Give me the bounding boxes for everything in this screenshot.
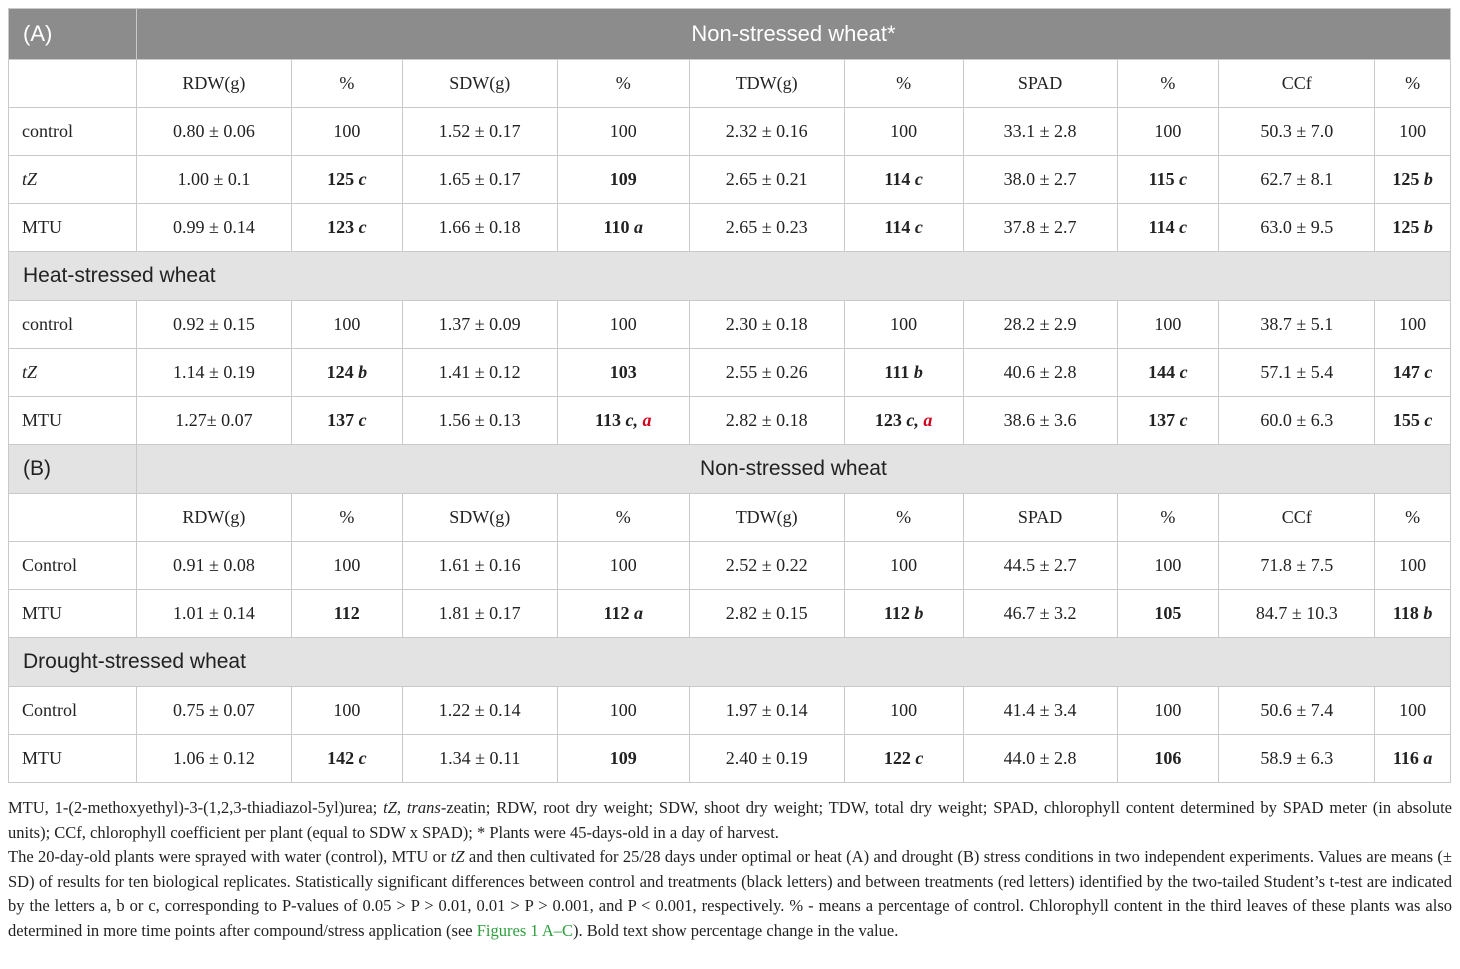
sdw-cell: 1.34 ± 0.11 <box>402 735 557 783</box>
significance-letter: b <box>1423 603 1433 623</box>
significance-letter: b <box>358 362 368 382</box>
spad-cell: 28.2 ± 2.9 <box>963 301 1117 349</box>
section-label: (A) <box>9 9 137 60</box>
percent-cell: 100 <box>844 301 963 349</box>
figure-link[interactable]: Figures 1 A–C <box>476 920 574 940</box>
column-header: TDW(g) <box>689 60 844 108</box>
tdw-cell: 2.32 ± 0.16 <box>689 108 844 156</box>
row-label: MTU <box>9 590 137 638</box>
section-title: Non-stressed wheat* <box>136 9 1450 60</box>
column-header: CCf <box>1219 60 1375 108</box>
significance-letter: c <box>1179 362 1188 382</box>
percent-cell: 100 <box>557 542 689 590</box>
percent-cell: 100 <box>291 687 402 735</box>
percent-cell: 111 b <box>844 349 963 397</box>
percent-cell: 110 a <box>557 204 689 252</box>
rdw-cell: 0.91 ± 0.08 <box>136 542 291 590</box>
tdw-cell: 2.65 ± 0.23 <box>689 204 844 252</box>
rdw-cell: 0.99 ± 0.14 <box>136 204 291 252</box>
ccf-cell: 50.3 ± 7.0 <box>1219 108 1375 156</box>
spad-cell: 41.4 ± 3.4 <box>963 687 1117 735</box>
rdw-cell: 1.27± 0.07 <box>136 397 291 445</box>
percent-cell: 109 <box>557 156 689 204</box>
ccf-cell: 63.0 ± 9.5 <box>1219 204 1375 252</box>
significance-letter: c <box>915 748 924 768</box>
percent-cell: 137 c <box>291 397 402 445</box>
table-row <box>9 397 1451 445</box>
significance-letter-between-treatments: a <box>642 410 652 430</box>
sdw-cell: 1.56 ± 0.13 <box>402 397 557 445</box>
table-row <box>9 204 1451 252</box>
sdw-cell: 1.61 ± 0.16 <box>402 542 557 590</box>
percent-cell: 100 <box>557 687 689 735</box>
column-header: % <box>557 60 689 108</box>
subsection-row <box>9 638 1451 687</box>
percent-cell: 100 <box>1375 108 1451 156</box>
spad-cell: 40.6 ± 2.8 <box>963 349 1117 397</box>
spad-cell: 38.0 ± 2.7 <box>963 156 1117 204</box>
significance-letter: c <box>1179 217 1188 237</box>
significance-letter: c <box>1424 362 1433 382</box>
spad-cell: 38.6 ± 3.6 <box>963 397 1117 445</box>
ccf-cell: 58.9 ± 6.3 <box>1219 735 1375 783</box>
ccf-cell: 38.7 ± 5.1 <box>1219 301 1375 349</box>
table-row <box>9 108 1451 156</box>
rdw-cell: 0.80 ± 0.06 <box>136 108 291 156</box>
percent-cell: 114 c <box>1117 204 1219 252</box>
percent-cell: 100 <box>291 108 402 156</box>
rdw-cell: 1.01 ± 0.14 <box>136 590 291 638</box>
percent-cell: 106 <box>1117 735 1219 783</box>
percent-cell: 137 c <box>1117 397 1219 445</box>
rdw-cell: 1.00 ± 0.1 <box>136 156 291 204</box>
spad-cell: 44.0 ± 2.8 <box>963 735 1117 783</box>
percent-cell: 118 b <box>1375 590 1451 638</box>
column-header: TDW(g) <box>689 494 844 542</box>
percent-cell: 105 <box>1117 590 1219 638</box>
percent-cell: 100 <box>844 687 963 735</box>
tdw-cell: 2.52 ± 0.22 <box>689 542 844 590</box>
row-label: MTU <box>9 397 137 445</box>
percent-cell: 125 b <box>1375 204 1451 252</box>
percent-cell: 100 <box>1375 301 1451 349</box>
percent-cell: 100 <box>557 301 689 349</box>
sdw-cell: 1.65 ± 0.17 <box>402 156 557 204</box>
significance-letter: c <box>914 169 923 189</box>
column-header: SPAD <box>963 60 1117 108</box>
row-label: MTU <box>9 204 137 252</box>
spad-cell: 33.1 ± 2.8 <box>963 108 1117 156</box>
table-row <box>9 542 1451 590</box>
significance-letter: c <box>1179 410 1188 430</box>
percent-cell: 144 c <box>1117 349 1219 397</box>
ccf-cell: 62.7 ± 8.1 <box>1219 156 1375 204</box>
sdw-cell: 1.52 ± 0.17 <box>402 108 557 156</box>
significance-letter: b <box>913 362 923 382</box>
percent-cell: 100 <box>844 542 963 590</box>
table-row <box>9 735 1451 783</box>
percent-cell: 100 <box>1375 542 1451 590</box>
significance-letter: c <box>914 217 923 237</box>
rdw-cell: 0.92 ± 0.15 <box>136 301 291 349</box>
column-header: % <box>291 60 402 108</box>
tdw-cell: 2.82 ± 0.18 <box>689 397 844 445</box>
percent-cell: 147 c <box>1375 349 1451 397</box>
ccf-cell: 71.8 ± 7.5 <box>1219 542 1375 590</box>
tdw-cell: 1.97 ± 0.14 <box>689 687 844 735</box>
footnote-abbreviations: MTU, 1-(2-methoxyethyl)-3-(1,2,3-thiadiazol-5yl)urea; tZ, trans-zeatin; RDW, root dry weight; SDW, shoot dry weight; TDW, total dry weight; SPAD, chlorophyll content determined by SPAD meter (in absolute units); CCf, chlorophyll coefficient per plant (equal to SDW x SPAD); * Plants were 45-days-old in a day of harvest. <box>8 798 1453 842</box>
percent-cell: 100 <box>291 301 402 349</box>
percent-cell: 123 c, a <box>844 397 963 445</box>
ccf-cell: 60.0 ± 6.3 <box>1219 397 1375 445</box>
percent-cell: 100 <box>1375 687 1451 735</box>
sdw-cell: 1.66 ± 0.18 <box>402 204 557 252</box>
table-row <box>9 349 1451 397</box>
spad-cell: 37.8 ± 2.7 <box>963 204 1117 252</box>
spad-cell: 44.5 ± 2.7 <box>963 542 1117 590</box>
column-header: SDW(g) <box>402 494 557 542</box>
ccf-cell: 84.7 ± 10.3 <box>1219 590 1375 638</box>
row-label: Control <box>9 542 137 590</box>
column-header-row <box>9 494 1451 542</box>
percent-cell: 112 <box>291 590 402 638</box>
tdw-cell: 2.40 ± 0.19 <box>689 735 844 783</box>
rdw-cell: 0.75 ± 0.07 <box>136 687 291 735</box>
tdw-cell: 2.82 ± 0.15 <box>689 590 844 638</box>
percent-cell: 115 c <box>1117 156 1219 204</box>
percent-cell: 100 <box>557 108 689 156</box>
significance-letter: c <box>358 748 367 768</box>
column-header: % <box>1375 60 1451 108</box>
section-label: (B) <box>9 445 137 494</box>
significance-letter: b <box>914 603 924 623</box>
column-header-empty <box>9 60 137 108</box>
significance-letter: c <box>1179 169 1188 189</box>
percent-cell: 122 c <box>844 735 963 783</box>
footnote-methods: The 20-day-old plants were sprayed with water (control), MTU or tZ and then cultivated for 25/28 days under optimal or heat (A) and drought (B) stress conditions in two independent experiments. Values are means (± SD) of results for ten biological replicates. Statistically significant differences between control and treatments (black letters) and between treatments (red letters) identified by the two-tailed Student’s t-test are indicated by the letters a, b or c, corresponding to P-values of 0.05 > P > 0.01, 0.01 > P > 0.001, and P < 0.001, respectively. % - means a percentage of control. Chlorophyll content in the third leaves of these plants was also determined in more time points after compound/stress application (see Figures 1 A–C). Bold text show percentage change in the value. <box>8 847 1452 940</box>
percent-cell: 114 c <box>844 156 963 204</box>
column-header: RDW(g) <box>136 60 291 108</box>
percent-cell: 109 <box>557 735 689 783</box>
sdw-cell: 1.81 ± 0.17 <box>402 590 557 638</box>
column-header: % <box>1117 60 1219 108</box>
percent-cell: 100 <box>1117 301 1219 349</box>
sdw-cell: 1.37 ± 0.09 <box>402 301 557 349</box>
table-row <box>9 687 1451 735</box>
percent-cell: 123 c <box>291 204 402 252</box>
column-header: SDW(g) <box>402 60 557 108</box>
significance-letter: c <box>1424 410 1433 430</box>
percent-cell: 103 <box>557 349 689 397</box>
column-header: % <box>291 494 402 542</box>
table-row <box>9 301 1451 349</box>
tdw-cell: 2.65 ± 0.21 <box>689 156 844 204</box>
ccf-cell: 50.6 ± 7.4 <box>1219 687 1375 735</box>
percent-cell: 100 <box>1117 687 1219 735</box>
percent-cell: 124 b <box>291 349 402 397</box>
percent-cell: 112 b <box>844 590 963 638</box>
ccf-cell: 57.1 ± 5.4 <box>1219 349 1375 397</box>
significance-letter: b <box>1423 169 1433 189</box>
percent-cell: 142 c <box>291 735 402 783</box>
subsection-row <box>9 252 1451 301</box>
tdw-cell: 2.55 ± 0.26 <box>689 349 844 397</box>
significance-letter: a <box>633 217 643 237</box>
percent-cell: 125 b <box>1375 156 1451 204</box>
percent-cell: 155 c <box>1375 397 1451 445</box>
sdw-cell: 1.41 ± 0.12 <box>402 349 557 397</box>
significance-letter: c <box>358 217 367 237</box>
percent-cell: 114 c <box>844 204 963 252</box>
column-header-row <box>9 60 1451 108</box>
column-header: % <box>557 494 689 542</box>
section-title: Non-stressed wheat <box>136 445 1450 494</box>
percent-cell: 113 c, a <box>557 397 689 445</box>
rdw-cell: 1.14 ± 0.19 <box>136 349 291 397</box>
column-header: RDW(g) <box>136 494 291 542</box>
percent-cell: 112 a <box>557 590 689 638</box>
percent-cell: 100 <box>1117 542 1219 590</box>
row-label: Control <box>9 687 137 735</box>
column-header: % <box>1375 494 1451 542</box>
row-label: control <box>9 108 137 156</box>
percent-cell: 116 a <box>1375 735 1451 783</box>
column-header: % <box>1117 494 1219 542</box>
rdw-cell: 1.06 ± 0.12 <box>136 735 291 783</box>
subsection-title: Drought-stressed wheat <box>9 638 1451 687</box>
significance-letter-between-treatments: a <box>923 410 933 430</box>
significance-letter: c, <box>906 410 919 430</box>
table-row <box>9 156 1451 204</box>
column-header-empty <box>9 494 137 542</box>
significance-letter: a <box>1423 748 1433 768</box>
percent-cell: 125 c <box>291 156 402 204</box>
column-header: SPAD <box>963 494 1117 542</box>
column-header: CCf <box>1219 494 1375 542</box>
section-header-row <box>9 445 1451 494</box>
row-label: MTU <box>9 735 137 783</box>
table-row <box>9 590 1451 638</box>
percent-cell: 100 <box>291 542 402 590</box>
column-header: % <box>844 494 963 542</box>
results-table <box>8 8 1451 783</box>
spad-cell: 46.7 ± 3.2 <box>963 590 1117 638</box>
significance-letter: c, <box>625 410 638 430</box>
row-label: tZ <box>9 349 137 397</box>
percent-cell: 100 <box>844 108 963 156</box>
significance-letter: c <box>358 169 367 189</box>
significance-letter: c <box>358 410 367 430</box>
column-header: % <box>844 60 963 108</box>
percent-cell: 100 <box>1117 108 1219 156</box>
row-label: tZ <box>9 156 137 204</box>
section-header-row <box>9 9 1451 60</box>
significance-letter: a <box>633 603 643 623</box>
subsection-title: Heat-stressed wheat <box>9 252 1451 301</box>
row-label: control <box>9 301 137 349</box>
table-footnote <box>8 796 1452 943</box>
tdw-cell: 2.30 ± 0.18 <box>689 301 844 349</box>
significance-letter: b <box>1423 217 1433 237</box>
sdw-cell: 1.22 ± 0.14 <box>402 687 557 735</box>
